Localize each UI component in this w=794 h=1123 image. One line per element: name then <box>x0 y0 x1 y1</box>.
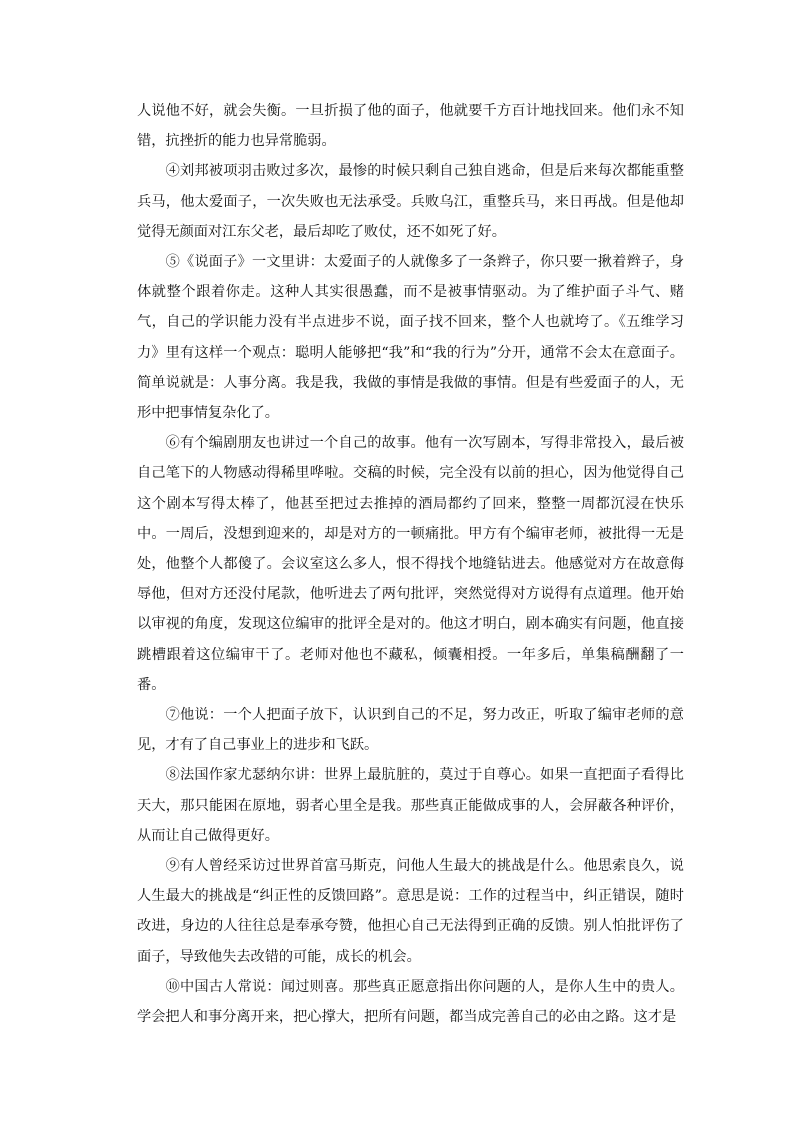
paragraph-9: ⑨有人曾经采访过世界首富马斯克，问他人生最大的挑战是什么。他思索良久，说人生最大的挑战是“纠正性的反馈回路”。意思是说：工作的过程当中，纠正错误，随时改进，身边的人往往总是奉承夸赞，他担心自己无法得到正确的反馈。别人怕批评伤了面子，导致他失去改错的可能，成长的机会。 <box>137 858 684 965</box>
paragraph-continued: 人说他不好，就会失衡。一旦折损了他的面子，他就要千方百计地找回来。他们永不知错，抗挫折的能力也异常脆弱。 <box>137 103 684 150</box>
paragraph-5: ⑤《说面子》一文里讲：太爱面子的人就像多了一条辫子，你只要一揪着辫子，身体就整个跟着你走。这种人其实很愚蠢，而不是被事情驱动。为了维护面子斗气、赌气，自己的学识能力没有半点进步不说，面子找不回来，整个人也就垮了。《五维学习力》里有这样一个观点：聪明人能够把“我”和“我的行为”分开，通常不会太在意面子。简单说就是：人事分离。我是我，我做的事情是我做的事情。但是有些爱面子的人，无形中把事情复杂化了。 <box>137 254 684 422</box>
paragraph-4: ④刘邦被项羽击败过多次，最惨的时候只剩自己独自逃命，但是后来每次都能重整兵马，他太爱面子，一次失败也无法承受。兵败乌江，重整兵马，来日再战。但是他却觉得无颜面对江东父老，最后却吃了败仗，还不如死了好。 <box>137 163 684 240</box>
article-body <box>137 96 684 1032</box>
paragraph-7: ⑦他说：一个人把面子放下，认识到自己的不足，努力改正，听取了编审老师的意见，才有了自己事业上的进步和飞跃。 <box>137 707 684 754</box>
paragraph-6: ⑥有个编剧朋友也讲过一个自己的故事。他有一次写剧本，写得非常投入，最后被自己笔下的人物感动得稀里哗啦。交稿的时候，完全没有以前的担心，因为他觉得自己这个剧本写得太棒了，他甚至把过去推掉的酒局都约了回来，整整一周都沉浸在快乐中。一周后，没想到迎来的，却是对方的一顿痛批。甲方有个编审老师，被批得一无是处，他整个人都傻了。会议室这么多人，恨不得找个地缝钻进去。他感觉对方在故意侮辱他，但对方还没付尾款，他听进去了两句批评，突然觉得对方说得有点道理。他开始以审视的角度，发现这位编审的批评全是对的。他这才明白，剧本确实有问题，他直接跳槽跟着这位编审干了。老师对他也不藏私，倾囊相授。一年多后，单集稿酬翻了一番。 <box>137 435 684 693</box>
paragraph-8: ⑧法国作家尤瑟纳尔讲：世界上最肮脏的，莫过于自尊心。如果一直把面子看得比天大，那只能困在原地，弱者心里全是我。那些真正能做成事的人，会屏蔽各种评价，从而让自己做得更好。 <box>137 767 684 844</box>
paragraph-10: ⑩中国古人常说：闻过则喜。那些真正愿意指出你问题的人，是你人生中的贵人。学会把人和事分离开来，把心撑大，把所有问题，都当成完善自己的必由之路。这才是 <box>137 978 684 1026</box>
